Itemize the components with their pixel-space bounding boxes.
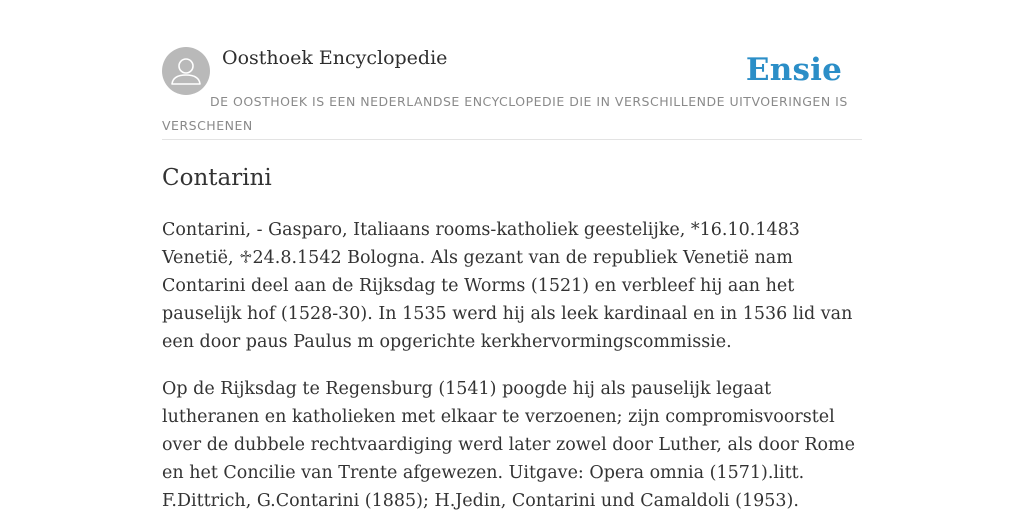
avatar[interactable] <box>162 47 210 95</box>
source-header <box>162 46 862 140</box>
source-title[interactable]: Oosthoek Encyclopedie <box>222 47 448 69</box>
brand-logo[interactable]: Ensie <box>745 52 842 88</box>
article-paragraph: Contarini, - Gasparo, Italiaans rooms-katholiek geestelijke, *16.10.1483 Venetië, ♱24.8.1542 Bologna. Als gezant van de republiek Venetië nam Contarini deel aan de Rijksdag te Worms (1521) en verbleef hij aan het pauselijk hof (1528-30). In 1535 werd hij als leek kardinaal en in 1536 lid van een door paus Paulus m opgerichte kerkhervormingscommissie. <box>162 220 853 352</box>
source-description: DE OOSTHOEK IS EEN NEDERLANDSE ENCYCLOPEDIE DIE IN VERSCHILLENDE UITVOERINGEN IS VERSCHENEN <box>162 94 848 133</box>
article-body <box>162 216 862 512</box>
article-paragraph: Op de Rijksdag te Regensburg (1541) poogde hij als pauselijk legaat lutheranen en katholieken met elkaar te verzoenen; zijn compromisvoorstel over de dubbele rechtvaardiging werd later zowel door Luther, als door Rome en het Concilie van Trente afgewezen. Uitgave: Opera omnia (1571).litt. F.Dittrich, G.Contarini (1885); H.Jedin, Contarini und Camaldoli (1953). <box>162 379 855 511</box>
article-title: Contarini <box>162 165 272 191</box>
user-icon <box>162 47 210 95</box>
